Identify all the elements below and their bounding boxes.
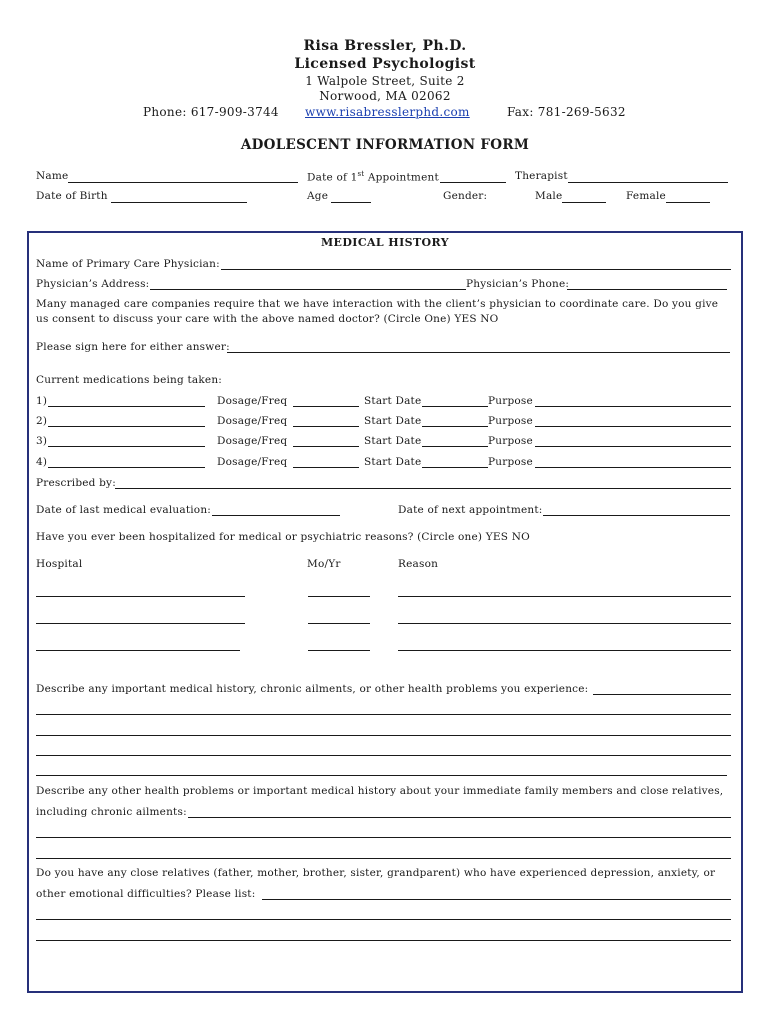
- hospitalized-question: Have you ever been hospitalized for medical or psychiatric reasons? (Circle one) YES NO: [36, 531, 530, 543]
- start-date-label: Start Date: [364, 456, 422, 468]
- reason-column-header: Reason: [398, 558, 439, 570]
- age-label: Age: [307, 190, 329, 202]
- purpose-field[interactable]: [535, 467, 731, 468]
- med-name-field[interactable]: [48, 426, 205, 427]
- next-appointment-label: Date of next appointment:: [398, 504, 543, 516]
- hospital-field[interactable]: [36, 623, 245, 624]
- phone-number: Phone: 617-909-3744: [143, 105, 279, 119]
- start-date-field[interactable]: [422, 406, 488, 407]
- female-field[interactable]: [666, 202, 710, 203]
- dob-label: Date of Birth: [36, 190, 108, 202]
- purpose-label: Purpose: [488, 395, 533, 407]
- dosage-label: Dosage/Freq: [217, 415, 288, 427]
- female-label: Female: [626, 190, 666, 202]
- medical-history-line[interactable]: [36, 735, 731, 736]
- medical-history-heading: MEDICAL HISTORY: [320, 236, 449, 249]
- medical-history-line[interactable]: [36, 775, 727, 776]
- purpose-label: Purpose: [488, 435, 533, 447]
- med-name-field[interactable]: [48, 446, 205, 447]
- med-name-field[interactable]: [48, 406, 205, 407]
- prescribed-by-field[interactable]: [115, 488, 731, 489]
- purpose-label: Purpose: [488, 415, 533, 427]
- med-name-field[interactable]: [48, 467, 205, 468]
- last-evaluation-field[interactable]: [212, 515, 340, 516]
- medical-history-field[interactable]: [593, 694, 731, 695]
- dosage-field[interactable]: [293, 446, 359, 447]
- consent-line-2: us consent to discuss your care with the above named doctor? (Circle One) YES NO: [36, 313, 499, 325]
- relatives-line[interactable]: [36, 919, 731, 920]
- physician-phone-field[interactable]: [567, 289, 727, 290]
- family-history-question-2: including chronic ailments:: [36, 806, 187, 818]
- prescribed-by-label: Prescribed by:: [36, 477, 116, 489]
- family-history-field[interactable]: [188, 817, 731, 818]
- dosage-field[interactable]: [293, 467, 359, 468]
- hospital-field[interactable]: [36, 650, 240, 651]
- relatives-line[interactable]: [36, 940, 731, 941]
- next-appointment-field[interactable]: [543, 515, 730, 516]
- moyr-field[interactable]: [308, 596, 370, 597]
- signature-field[interactable]: [227, 352, 730, 353]
- family-history-line[interactable]: [36, 858, 731, 859]
- dosage-label: Dosage/Freq: [217, 456, 288, 468]
- website-link[interactable]: www.risabresslerphd.com: [305, 105, 470, 119]
- sign-label: Please sign here for either answer:: [36, 341, 230, 353]
- last-evaluation-label: Date of last medical evaluation:: [36, 504, 212, 516]
- medical-history-line[interactable]: [36, 755, 731, 756]
- start-date-label: Start Date: [364, 415, 422, 427]
- first-appointment-label: Date of 1st Appointment: [307, 170, 439, 184]
- hospital-column-header: Hospital: [36, 558, 83, 570]
- consent-line-1: Many managed care companies require that we have interaction with the client’s physician to coordinate care. Do you give: [36, 298, 719, 310]
- relatives-question-1: Do you have any close relatives (father, mother, brother, sister, grandparent) who have experienced depression, anxiety, or: [36, 867, 716, 879]
- med-row-number: 4): [36, 456, 48, 468]
- reason-field[interactable]: [398, 623, 731, 624]
- physician-phone-label: Physician’s Phone:: [466, 278, 570, 290]
- purpose-field[interactable]: [535, 426, 731, 427]
- pcp-field[interactable]: [221, 269, 731, 270]
- gender-label: Gender:: [443, 190, 488, 202]
- family-history-question-1: Describe any other health problems or important medical history about your immediate family members and close relatives,: [36, 785, 724, 797]
- physician-address-field[interactable]: [150, 289, 466, 290]
- psychologist-title: Licensed Psychologist: [294, 56, 476, 72]
- reason-field[interactable]: [398, 596, 731, 597]
- dosage-label: Dosage/Freq: [217, 395, 288, 407]
- address-street: 1 Walpole Street, Suite 2: [305, 74, 465, 88]
- name-label: Name: [36, 170, 69, 182]
- start-date-field[interactable]: [422, 446, 488, 447]
- physician-address-label: Physician’s Address:: [36, 278, 150, 290]
- hospital-field[interactable]: [36, 596, 245, 597]
- purpose-field[interactable]: [535, 446, 731, 447]
- start-date-label: Start Date: [364, 395, 422, 407]
- start-date-field[interactable]: [422, 467, 488, 468]
- moyr-field[interactable]: [308, 623, 370, 624]
- name-field[interactable]: [68, 182, 298, 183]
- start-date-field[interactable]: [422, 426, 488, 427]
- medications-label: Current medications being taken:: [36, 374, 223, 386]
- medical-history-question: Describe any important medical history, chronic ailments, or other health problems you experience:: [36, 683, 589, 695]
- male-field[interactable]: [562, 202, 606, 203]
- moyr-field[interactable]: [308, 650, 370, 651]
- medical-history-line[interactable]: [36, 714, 731, 715]
- med-row-number: 2): [36, 415, 48, 427]
- dosage-field[interactable]: [293, 406, 359, 407]
- dosage-field[interactable]: [293, 426, 359, 427]
- age-field[interactable]: [331, 202, 371, 203]
- moyr-column-header: Mo/Yr: [307, 558, 341, 570]
- med-row-number: 3): [36, 435, 48, 447]
- dob-field[interactable]: [111, 202, 247, 203]
- form-title: ADOLESCENT INFORMATION FORM: [240, 137, 530, 153]
- therapist-field[interactable]: [568, 182, 728, 183]
- med-row-number: 1): [36, 395, 48, 407]
- male-label: Male: [535, 190, 563, 202]
- dosage-label: Dosage/Freq: [217, 435, 288, 447]
- purpose-field[interactable]: [535, 406, 731, 407]
- reason-field[interactable]: [398, 650, 731, 651]
- therapist-label: Therapist: [515, 170, 568, 182]
- first-appointment-field[interactable]: [440, 182, 506, 183]
- family-history-line[interactable]: [36, 837, 731, 838]
- fax-number: Fax: 781-269-5632: [507, 105, 626, 119]
- relatives-field[interactable]: [262, 899, 731, 900]
- pcp-label: Name of Primary Care Physician:: [36, 258, 220, 270]
- purpose-label: Purpose: [488, 456, 533, 468]
- address-city: Norwood, MA 02062: [319, 89, 451, 103]
- psychologist-name: Risa Bressler, Ph.D.: [303, 38, 467, 54]
- relatives-question-2: other emotional difficulties? Please list:: [36, 888, 256, 900]
- start-date-label: Start Date: [364, 435, 422, 447]
